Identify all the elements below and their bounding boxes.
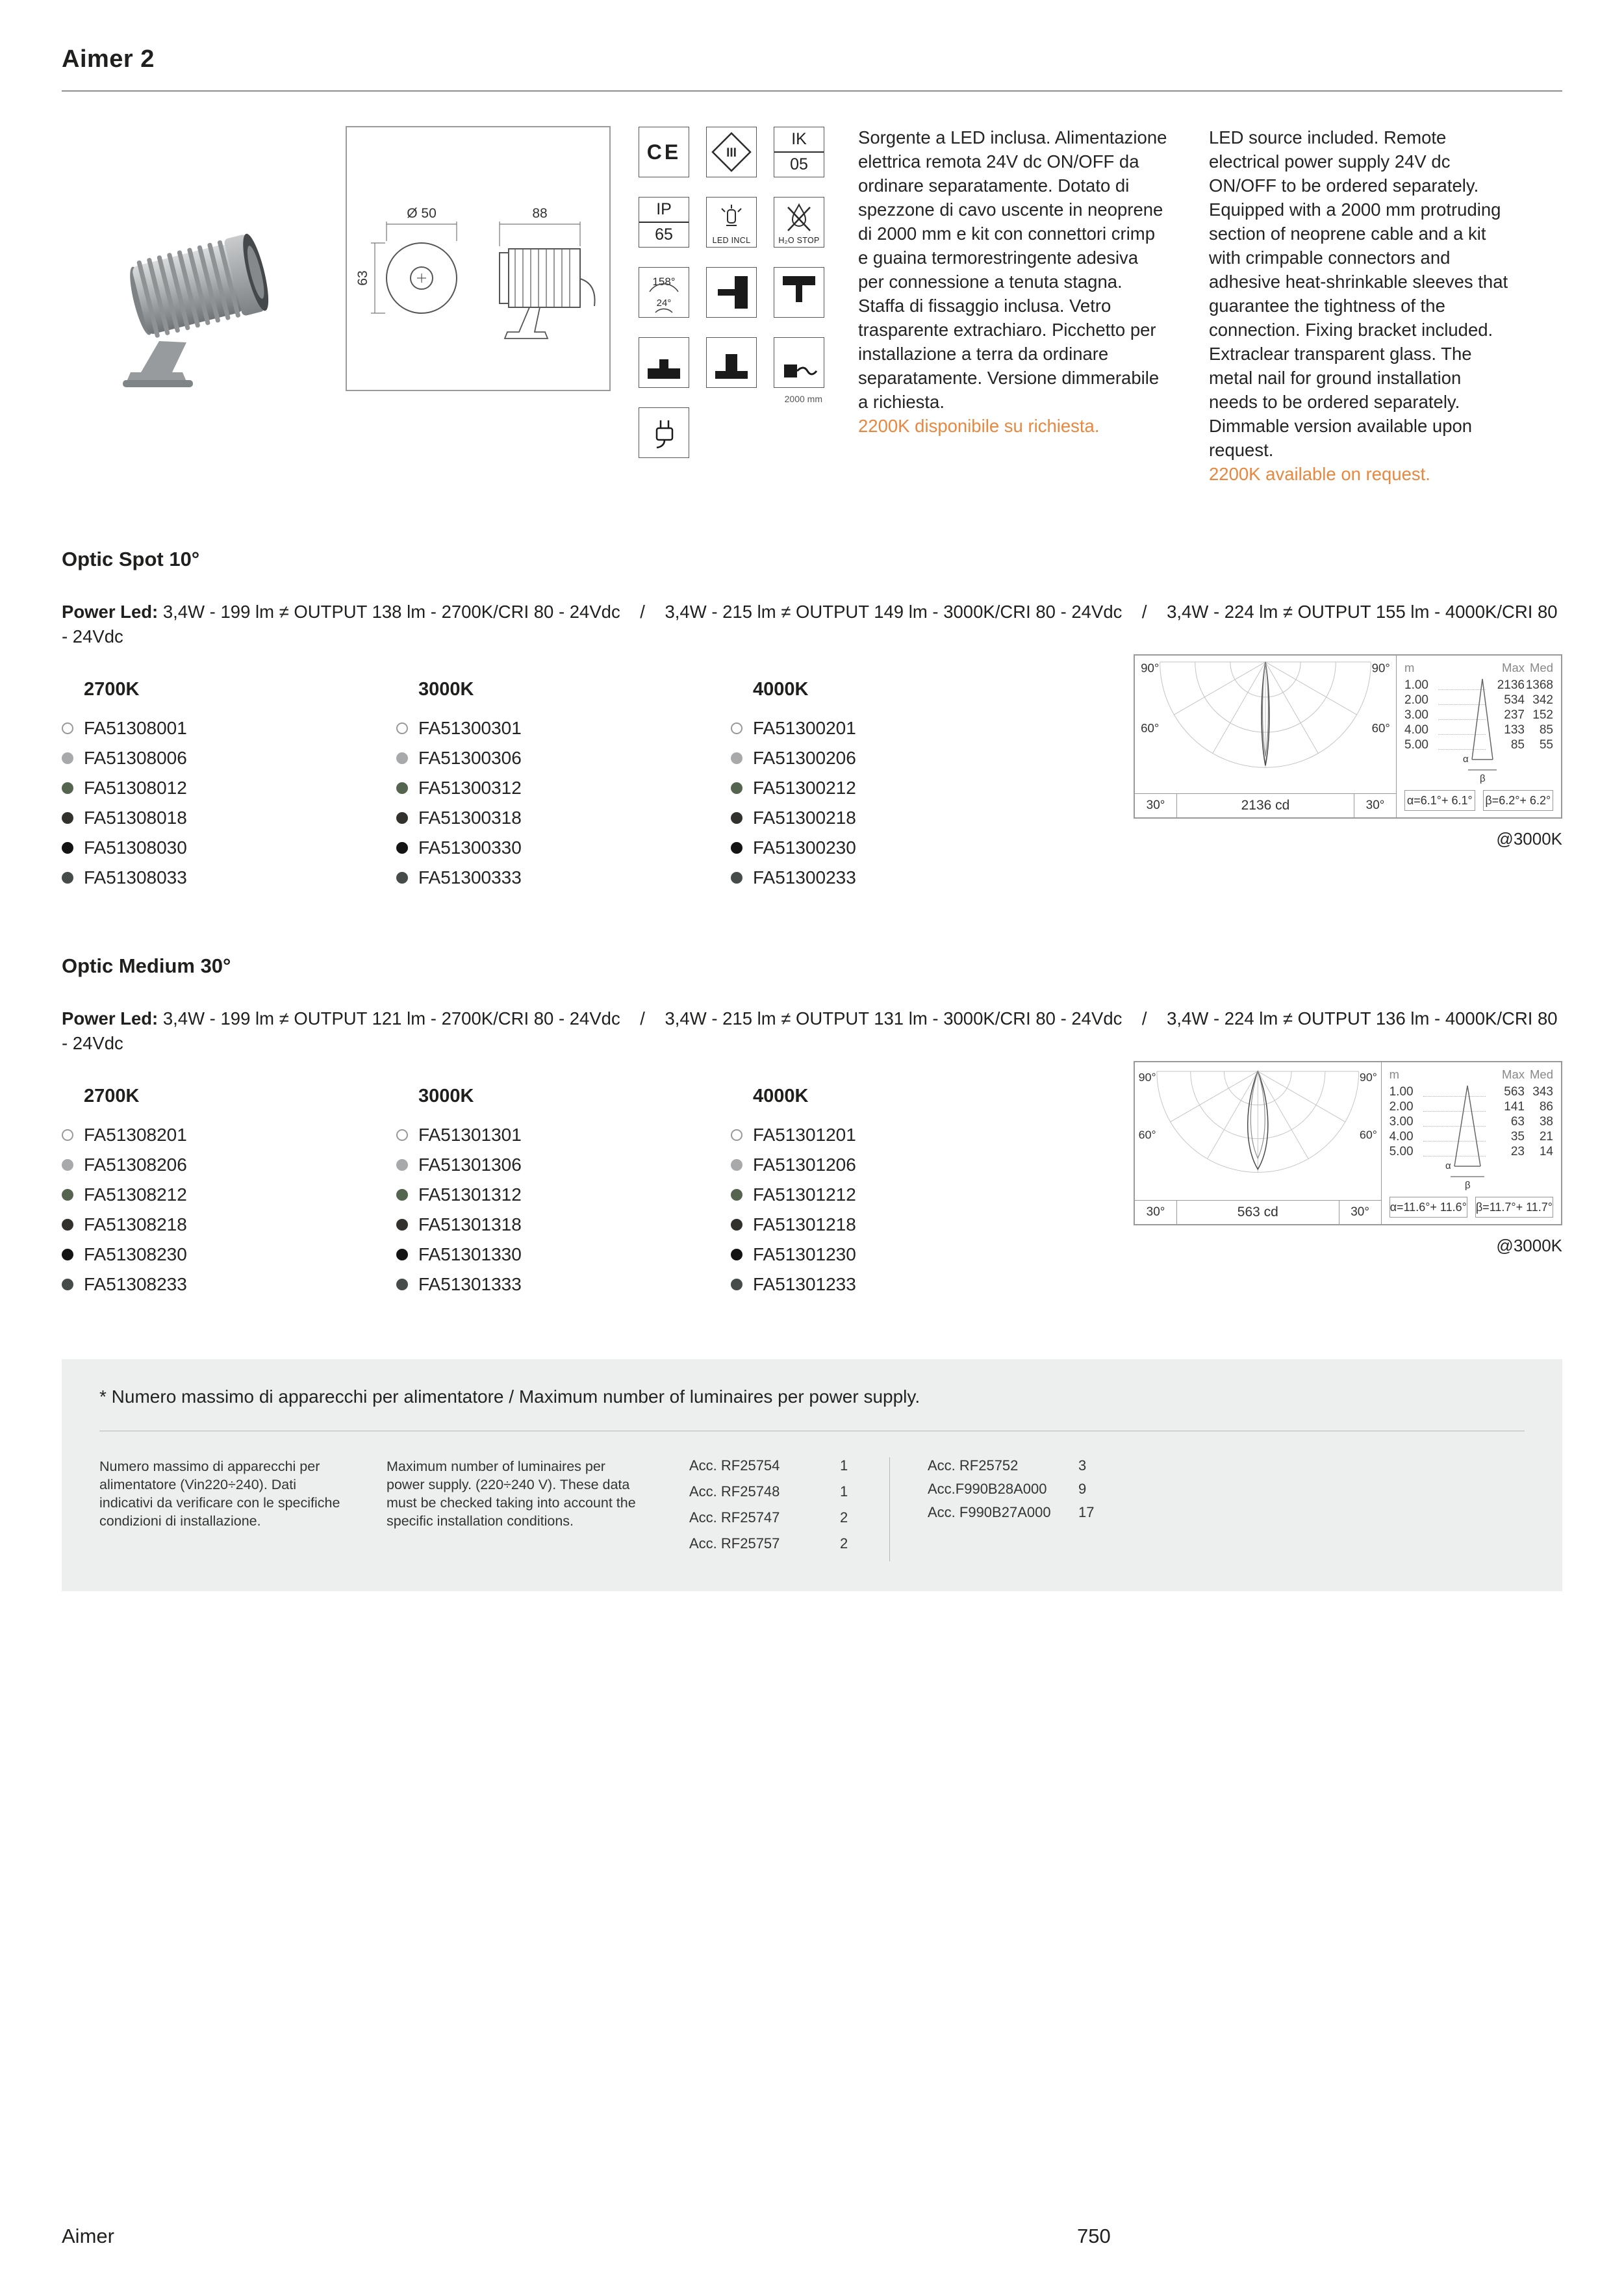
header-rule — [62, 90, 1562, 92]
top-block — [62, 125, 1562, 486]
product-code: FA51300318 — [418, 808, 522, 828]
product-code: FA51308206 — [84, 1155, 187, 1175]
power-led-specs: 3,4W - 199 lm ≠ OUTPUT 138 lm - 2700K/CRI 80 - 24Vdc / 3,4W - 215 lm ≠ OUTPUT 149 lm - 3000K/CRI 80 - 24Vdc / 3,4W - 224 lm ≠ OUTPUT 155 lm - 4000K/CRI 80 - 24Vdc — [62, 602, 1563, 646]
code-column-4000k — [731, 1086, 1036, 1299]
polar-curve — [1135, 656, 1397, 817]
product-code-row — [396, 1210, 731, 1240]
svg-text:60°: 60° — [1359, 1128, 1377, 1142]
note-box-title: * Numero massimo di apparecchi per alimentatore / Maximum number of luminaires per power supply. — [99, 1386, 920, 1407]
photometry-note: @3000K — [1496, 829, 1562, 849]
product-code: FA51300312 — [418, 778, 522, 798]
product-code-row — [62, 1210, 396, 1240]
svg-text:α: α — [1463, 754, 1469, 765]
description-english-text: LED source included. Remote electrical power supply 24V dc ON/OFF to be ordered separately. Equipped with a 2000 mm protruding section of neoprene cable and a kit with crimpable connectors and adhesive heat-shrinkable sleeves that guarantee the tightness of the connection. Fixing bracket included. Extraclear transparent glass. The metal nail for ground installation needs to be ordered separately. Dimmable version available upon request. — [1209, 127, 1508, 460]
section-heading: Optic Medium 30° — [62, 954, 231, 977]
svg-text:158°: 158° — [652, 275, 676, 288]
product-code-row — [396, 713, 731, 743]
product-code-row — [62, 1240, 396, 1270]
finish-dot — [731, 782, 742, 794]
product-code: FA51308012 — [84, 778, 187, 798]
footer-product-name: Aimer — [62, 2225, 114, 2247]
certification-icons — [639, 127, 824, 486]
product-code: FA51301218 — [753, 1214, 856, 1234]
product-code-row — [731, 803, 1036, 833]
alpha-angle: α=6.1°+ 6.1° — [1404, 790, 1475, 811]
column-header: 4000K — [753, 679, 809, 700]
finish-dot — [731, 722, 742, 734]
finish-dot — [731, 1159, 742, 1171]
description-italian — [858, 125, 1169, 486]
finish-dot — [62, 812, 73, 824]
accessory-row: Acc. RF25747 2 — [689, 1509, 848, 1526]
product-code-row — [396, 1240, 731, 1270]
column-header: 3000K — [418, 1086, 474, 1106]
svg-text:β: β — [1464, 1180, 1471, 1191]
led-included-icon: LED INCL — [706, 197, 757, 248]
product-code-row — [62, 713, 396, 743]
finish-dot — [62, 842, 73, 854]
product-code: FA51301233 — [753, 1274, 856, 1294]
finish-dot — [62, 1189, 73, 1201]
beta-angle: β=6.2°+ 6.2° — [1483, 790, 1554, 811]
page-title: Aimer 2 — [62, 45, 155, 73]
product-code: FA51301312 — [418, 1184, 522, 1205]
candela-value: 563 cd — [1176, 1201, 1339, 1224]
product-code-row — [396, 773, 731, 803]
product-code-row — [731, 1270, 1036, 1299]
finish-dot — [731, 1279, 742, 1290]
product-code-row — [731, 863, 1036, 893]
finish-dot — [62, 872, 73, 884]
product-code: FA51301212 — [753, 1184, 856, 1205]
note-2200k-italian: 2200K disponibile su richiesta. — [858, 416, 1100, 436]
product-code-row — [396, 1120, 731, 1150]
finish-dot — [396, 1189, 408, 1201]
finish-dot — [731, 1129, 742, 1141]
product-code: FA51308030 — [84, 837, 187, 858]
photometric-diagram — [1134, 1061, 1562, 1256]
illuminance-table: m Max Med 1.00 563 343 2.00 141 86 3.00 63 38 4.00 35 21 5.00 23 14 α β α=11.6°+ 11.6° β=11.7°+ 11.7° — [1382, 1062, 1561, 1224]
product-code-row — [731, 833, 1036, 863]
column-header: 2700K — [84, 1086, 140, 1106]
product-code: FA51300230 — [753, 837, 856, 858]
accessory-row: Acc. RF25752 3 — [928, 1457, 1087, 1474]
power-led-label: Power Led: — [62, 1008, 159, 1028]
code-column-3000k — [396, 1086, 731, 1299]
finish-dot — [62, 722, 73, 734]
finish-dot — [396, 782, 408, 794]
finish-dot — [731, 1249, 742, 1260]
dim-diameter: Ø 50 — [407, 206, 437, 221]
svg-text:β: β — [1480, 773, 1486, 784]
finish-dot — [731, 842, 742, 854]
product-code: FA51301330 — [418, 1244, 522, 1264]
finish-dot — [396, 722, 408, 734]
power-supply-note-box — [62, 1359, 1562, 1591]
product-code-row — [396, 743, 731, 773]
product-code-row — [62, 1270, 396, 1299]
product-code-row — [62, 1180, 396, 1210]
product-code: FA51308018 — [84, 808, 187, 828]
product-code: FA51301301 — [418, 1125, 522, 1145]
svg-text:α: α — [1445, 1160, 1451, 1171]
product-photo — [62, 177, 341, 392]
finish-dot — [731, 1189, 742, 1201]
beta-angle: β=11.7°+ 11.7° — [1475, 1197, 1553, 1218]
column-header: 2700K — [84, 679, 140, 700]
finish-dot — [731, 752, 742, 764]
product-code-row — [62, 863, 396, 893]
tilt-angle-icon — [639, 267, 689, 318]
product-code-row — [62, 833, 396, 863]
product-code: FA51308230 — [84, 1244, 187, 1264]
product-photo-area — [62, 125, 341, 486]
dim-height: 63 — [355, 270, 370, 286]
ground-mount-icon — [706, 337, 757, 388]
accessory-row: Acc. RF25754 1 — [689, 1457, 848, 1474]
finish-dot — [396, 1129, 408, 1141]
product-code-row — [396, 803, 731, 833]
note-box-divider — [889, 1457, 890, 1561]
illuminance-table: m Max Med 1.00 2136 1368 2.00 534 342 3.00 237 152 4.00 133 85 5.00 85 55 α β α=6.1°+ 6.1° β=6.2°+ 6.2° — [1397, 656, 1561, 817]
product-code: FA51308218 — [84, 1214, 187, 1234]
recessed-floor-icon — [639, 337, 689, 388]
product-code: FA51301206 — [753, 1155, 856, 1175]
finish-dot — [396, 1219, 408, 1231]
optic-section-medium — [62, 954, 1562, 1299]
candela-strip: 30° 2136 cd 30° — [1135, 793, 1396, 817]
svg-text:90°: 90° — [1141, 661, 1160, 675]
codes-and-photometry — [62, 661, 1562, 893]
optic-section-spot — [62, 548, 1562, 893]
column-header: 4000K — [753, 1086, 809, 1106]
finish-dot — [396, 842, 408, 854]
svg-text:90°: 90° — [1371, 661, 1390, 675]
product-code-row — [62, 773, 396, 803]
product-code: FA51300206 — [753, 748, 856, 768]
code-column-2700k — [62, 679, 396, 893]
power-led-specs: 3,4W - 199 lm ≠ OUTPUT 121 lm - 2700K/CRI 80 - 24Vdc / 3,4W - 215 lm ≠ OUTPUT 131 lm - 3000K/CRI 80 - 24Vdc / 3,4W - 224 lm ≠ OUTPUT 136 lm - 4000K/CRI 80 - 24Vdc — [62, 1008, 1563, 1053]
description-italian-text: Sorgente a LED inclusa. Alimentazione elettrica remota 24V dc ON/OFF da ordinare separatamente. Dotato di spezzone di cavo uscente in neoprene di 2000 mm e kit con connettori crimp e guaina termorestringente adesiva per connessione a tenuta stagna. Staffa di fissaggio inclusa. Vetro trasparente extrachiaro. Picchetto per installazione a terra da ordinare separatamente. Versione dimmerabile a richiesta. — [858, 127, 1167, 412]
product-code-row — [731, 1150, 1036, 1180]
finish-dot — [62, 752, 73, 764]
product-code: FA51308001 — [84, 718, 187, 738]
candela-value: 2136 cd — [1176, 794, 1354, 817]
cable-2000mm-icon — [774, 337, 824, 404]
finish-dot — [396, 752, 408, 764]
finish-dot — [396, 1249, 408, 1260]
product-code-row — [62, 743, 396, 773]
ceiling-mount-icon — [774, 267, 824, 318]
technical-drawing — [345, 125, 611, 486]
note-2200k-english: 2200K available on request. — [1209, 464, 1430, 484]
accessory-row: Acc. F990B27A000 17 — [928, 1504, 1095, 1520]
product-code: FA51301230 — [753, 1244, 856, 1264]
cable-length-label: 2000 mm — [784, 394, 822, 404]
finish-dot — [62, 1159, 73, 1171]
svg-text:60°: 60° — [1371, 721, 1390, 735]
power-led-line — [62, 600, 1562, 649]
finish-dot — [731, 812, 742, 824]
product-code-row — [396, 1180, 731, 1210]
product-code: FA51300333 — [418, 867, 522, 888]
wall-mount-icon — [706, 267, 757, 318]
product-code: FA51300330 — [418, 837, 522, 858]
accessory-list-1 — [689, 1457, 884, 1561]
product-code-row — [731, 1120, 1036, 1150]
product-code-row — [731, 713, 1036, 743]
product-code-row — [731, 743, 1036, 773]
section-heading: Optic Spot 10° — [62, 548, 200, 570]
note-box-english: Maximum number of luminaires per power supply. (220÷240 V). These data must be checked taking into account the specific installation conditions. — [387, 1459, 636, 1529]
finish-dot — [731, 1219, 742, 1231]
product-code-row — [731, 773, 1036, 803]
finish-dot — [62, 782, 73, 794]
power-led-line — [62, 1006, 1562, 1056]
product-code-row — [396, 1150, 731, 1180]
product-code: FA51300306 — [418, 748, 522, 768]
accessory-row: Acc.F990B28A000 9 — [928, 1481, 1087, 1497]
power-led-label: Power Led: — [62, 602, 159, 622]
photometry-note: @3000K — [1496, 1236, 1562, 1255]
product-code: FA51300201 — [753, 718, 856, 738]
description-english — [1209, 125, 1513, 486]
product-code-row — [62, 1150, 396, 1180]
polar-curve — [1135, 1062, 1382, 1224]
svg-text:24°: 24° — [656, 298, 672, 309]
svg-text:60°: 60° — [1141, 721, 1160, 735]
footer-page-number: 750 — [1077, 2225, 1111, 2247]
finish-dot — [396, 1279, 408, 1290]
class-iii-icon — [706, 127, 757, 177]
svg-text:III: III — [726, 146, 737, 160]
finish-dot — [62, 1219, 73, 1231]
product-code: FA51308033 — [84, 867, 187, 888]
product-code-row — [62, 1120, 396, 1150]
h2o-stop-icon: H₂O STOP — [774, 197, 824, 248]
product-code-row — [396, 863, 731, 893]
code-column-2700k — [62, 1086, 396, 1299]
alpha-angle: α=11.6°+ 11.6° — [1389, 1197, 1467, 1218]
svg-text:90°: 90° — [1359, 1071, 1377, 1084]
column-header: 3000K — [418, 679, 474, 700]
note-box-italian: Numero massimo di apparecchi per alimentatore (Vin220÷240). Dati indicativi da verificare con le specifiche condizioni di installazione. — [99, 1459, 340, 1529]
candela-strip: 30° 563 cd 30° — [1135, 1200, 1381, 1224]
product-code: FA51308233 — [84, 1274, 187, 1294]
code-column-4000k — [731, 679, 1036, 893]
product-code-row — [62, 803, 396, 833]
product-code-row — [731, 1210, 1036, 1240]
product-code-row — [731, 1240, 1036, 1270]
product-code-row — [396, 833, 731, 863]
product-code: FA51301318 — [418, 1214, 522, 1234]
product-code: FA51308006 — [84, 748, 187, 768]
finish-dot — [62, 1279, 73, 1290]
connector-icon — [639, 407, 689, 458]
product-code: FA51300218 — [753, 808, 856, 828]
product-code: FA51300301 — [418, 718, 522, 738]
product-code: FA51301201 — [753, 1125, 856, 1145]
product-code: FA51301306 — [418, 1155, 522, 1175]
dim-width: 88 — [532, 206, 548, 221]
finish-dot — [396, 812, 408, 824]
product-code-row — [731, 1180, 1036, 1210]
product-code-row — [396, 1270, 731, 1299]
product-code: FA51300212 — [753, 778, 856, 798]
codes-and-photometry — [62, 1067, 1562, 1299]
accessory-row: Acc. RF25757 2 — [689, 1535, 848, 1552]
finish-dot — [62, 1249, 73, 1260]
finish-dot — [731, 872, 742, 884]
photometric-diagram — [1134, 654, 1562, 849]
product-code: FA51301333 — [418, 1274, 522, 1294]
ce-icon: CE — [639, 127, 689, 177]
finish-dot — [396, 872, 408, 884]
ip-rating-badge: IP 65 — [639, 197, 689, 248]
svg-text:90°: 90° — [1138, 1071, 1156, 1084]
finish-dot — [62, 1129, 73, 1141]
accessory-list-2 — [928, 1457, 1142, 1527]
accessory-row: Acc. RF25748 1 — [689, 1483, 848, 1500]
code-column-3000k — [396, 679, 731, 893]
svg-text:60°: 60° — [1138, 1128, 1156, 1142]
product-code: FA51308212 — [84, 1184, 187, 1205]
finish-dot — [396, 1159, 408, 1171]
ik-rating-badge: IK 05 — [774, 127, 824, 177]
product-code: FA51308201 — [84, 1125, 187, 1145]
product-code: FA51300233 — [753, 867, 856, 888]
